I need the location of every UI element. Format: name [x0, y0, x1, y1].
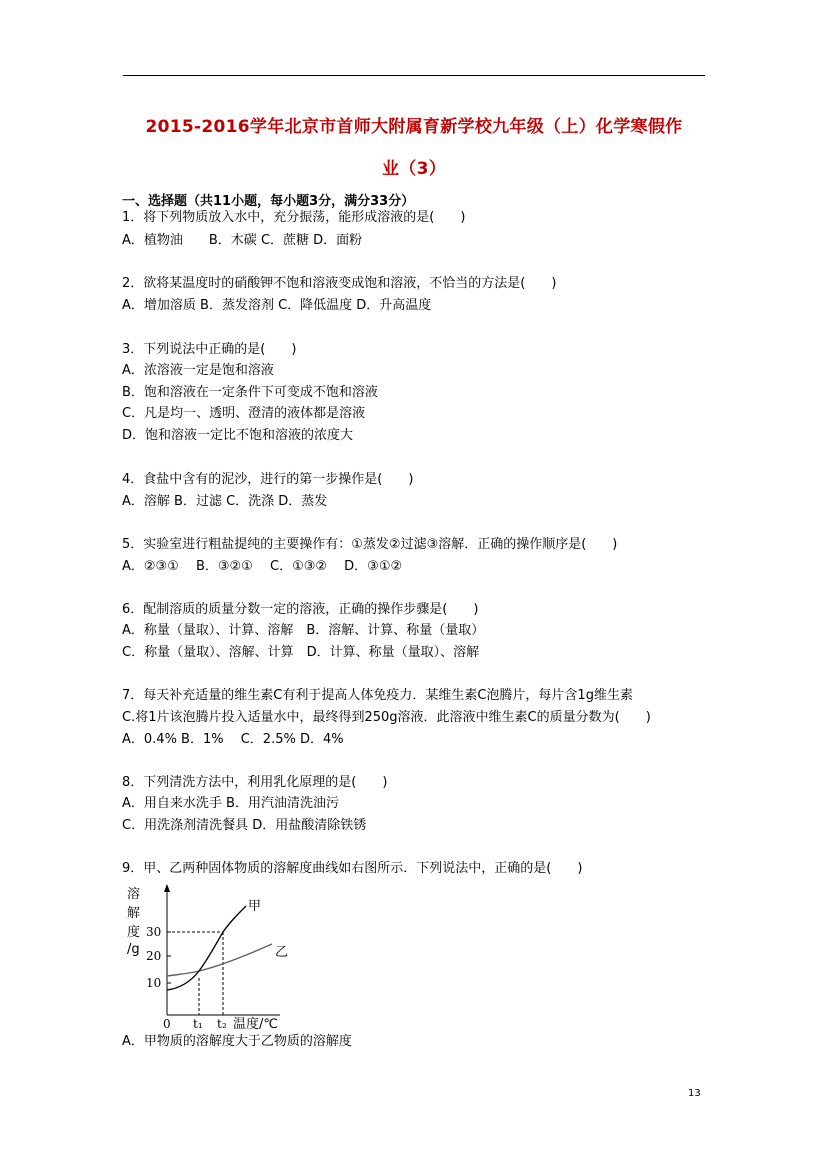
question-3-option-b: B．饱和溶液在一定条件下可变成不饱和溶液 [122, 385, 378, 400]
y-axis-arrow [164, 884, 170, 892]
question-3-option-a: A．浓溶液一定是饱和溶液 [122, 363, 274, 378]
series-label-jia: 甲 [248, 899, 262, 914]
series-label-yi: 乙 [275, 945, 289, 960]
page-number: 13 [688, 1088, 701, 1099]
y-axis-label-3: 度 [127, 925, 141, 940]
y-axis-label-2: 解 [127, 906, 141, 921]
question-7-stem: 7．每天补充适量的维生素C有利于提高人体免疫力．某维生素C泡腾片，每片含1g维生素 [122, 688, 633, 703]
question-6-stem: 6．配制溶质的质量分数一定的溶液，正确的操作步骤是( ) [122, 602, 479, 617]
question-3-stem: 3．下列说法中正确的是( ) [122, 342, 297, 357]
question-6-options-ab: A．称量（量取）、计算、溶解 B．溶解、计算、称量（量取） [122, 623, 485, 638]
question-7-stem-cont: C.将1片该泡腾片投入适量水中，最终得到250g溶液．此溶液中维生素C的质量分数为( ) [122, 710, 651, 725]
document-title-line2: 业（3） [381, 159, 447, 179]
question-4-stem: 4．食盐中含有的泥沙，进行的第一步操作是( ) [122, 472, 414, 487]
document-title-line1: 2015-2016学年北京市首师大附属育新学校九年级（上）化学寒假作 [145, 117, 683, 137]
question-1-stem: 1．将下列物质放入水中，充分振荡，能形成溶液的是( ) [122, 210, 466, 225]
y-tick-label-10: 10 [146, 976, 162, 990]
solubility-chart [120, 880, 300, 1032]
x-tick-label-0: 0 [163, 1017, 171, 1031]
x-axis-label: 温度/℃ [233, 1017, 278, 1032]
question-8-options-ab: A．用自来水洗手 B．用汽油清洗油污 [122, 796, 339, 811]
question-5-stem: 5．实验室进行粗盐提纯的主要操作有：①蒸发②过滤③溶解．正确的操作顺序是( ) [122, 537, 618, 552]
question-6-options-cd: C．称量（量取）、溶解、计算 D．计算、称量（量取）、溶解 [122, 645, 480, 660]
y-tick-label-30: 30 [146, 925, 162, 939]
curve-jia [167, 906, 246, 990]
header-rule [123, 75, 705, 76]
question-7-options: A．0.4% B．1% C．2.5% D．4% [122, 732, 344, 747]
y-tick-label-20: 20 [146, 949, 162, 963]
question-8-options-cd: C．用洗涤剂清洗餐具 D．用盐酸清除铁锈 [122, 818, 367, 833]
y-axis-label-1: 溶 [127, 887, 141, 902]
y-axis-label-4: /g [127, 942, 140, 957]
question-9-option-a: A．甲物质的溶解度大于乙物质的溶解度 [122, 1034, 352, 1049]
x-tick-label-t1: t₁ [193, 1017, 203, 1031]
question-1-options: A．植物油 B．木碳 C．蔗糖 D．面粉 [122, 233, 363, 248]
question-9-stem: 9．甲、乙两种固体物质的溶解度曲线如右图所示．下列说法中，正确的是( ) [122, 861, 583, 876]
question-2-stem: 2．欲将某温度时的硝酸钾不饱和溶液变成饱和溶液，不恰当的方法是( ) [122, 276, 557, 291]
question-3-option-c: C．凡是均一、透明、澄清的液体都是溶液 [122, 406, 366, 421]
x-tick-label-t2: t₂ [217, 1017, 227, 1031]
question-4-options: A．溶解 B．过滤 C．洗涤 D．蒸发 [122, 494, 328, 509]
question-8-stem: 8．下列清洗方法中，利用乳化原理的是( ) [122, 775, 388, 790]
question-5-options: A．②③① B．③②① C．①③② D．③①② [122, 559, 403, 574]
question-3-option-d: D．饱和溶液一定比不饱和溶液的浓度大 [122, 428, 354, 443]
question-2-options: A．增加溶质 B．蒸发溶剂 C．降低温度 D．升高温度 [122, 298, 432, 313]
section-header: 一、选择题（共11小题，每小题3分，满分33分） [122, 194, 415, 209]
curve-yi [167, 944, 272, 976]
